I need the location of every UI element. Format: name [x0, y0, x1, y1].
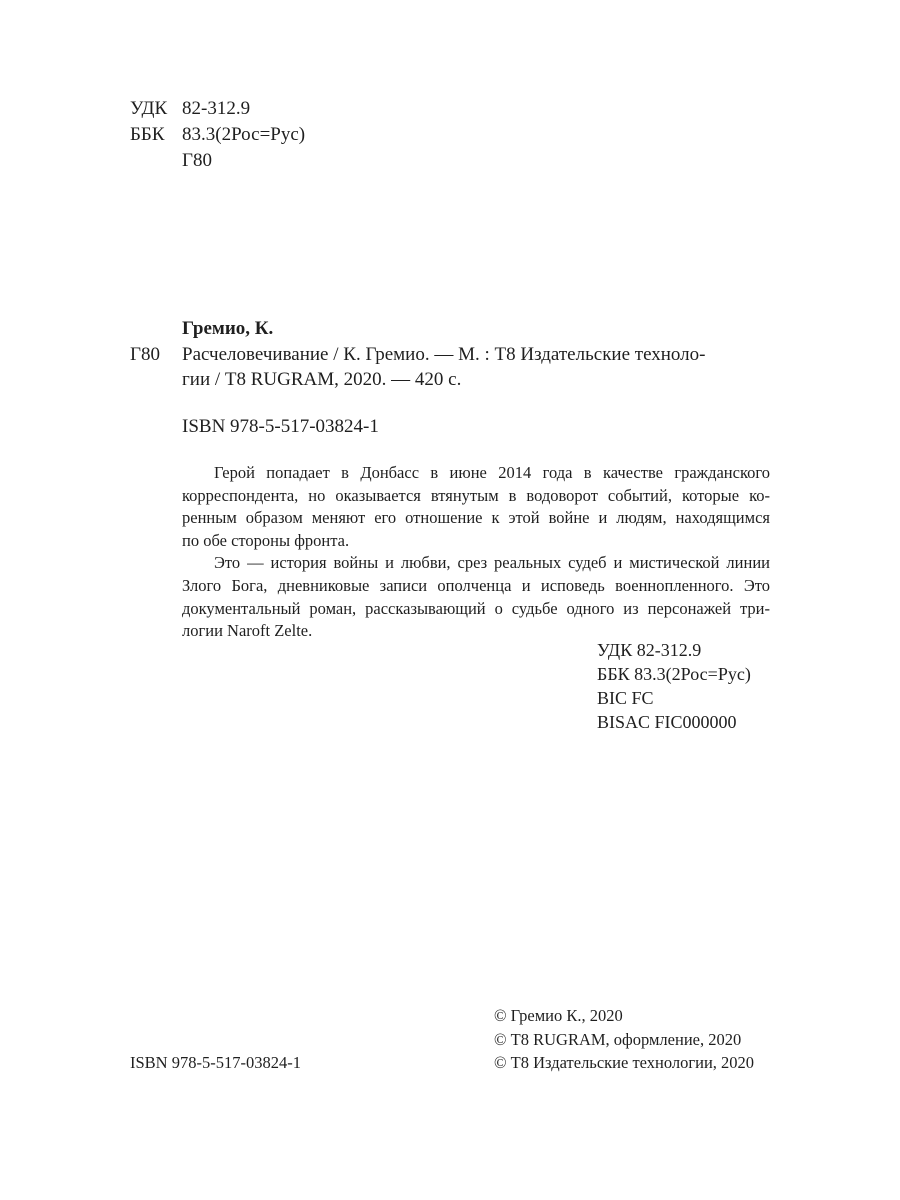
title-line-1: Расчеловечивание / К. Гремио. — М. : Т8 Издательские техноло-	[182, 344, 706, 365]
bbk-value: 83.3(2Рос=Рус)	[182, 124, 306, 145]
annotation-line: ренным образом меняют его отношение к этой войне и людям, находящимся	[182, 508, 770, 528]
author-mark-top: Г80	[182, 150, 212, 171]
udk-label: УДК	[130, 98, 168, 119]
copyright-line: © Т8 Издательские технологии, 2020	[494, 1053, 755, 1072]
annotation-line: логии Naroft Zelte.	[182, 621, 313, 641]
footer-isbn: ISBN 978-5-517-03824-1	[130, 1053, 301, 1072]
annotation-paragraph-1	[182, 462, 770, 552]
classification-udk: УДК 82-312.9	[597, 640, 702, 660]
annotation-line: Злого Бога, дневниковые записи ополченца и исповедь военнопленного. Это	[182, 575, 770, 595]
annotation-paragraph-2	[182, 552, 770, 642]
bbk-label: ББК	[130, 124, 165, 145]
copyright-line: © Т8 RUGRAM, оформление, 2020	[494, 1030, 742, 1049]
annotation-line: корреспондента, но оказывается втянутым в водоворот событий, которые ко-	[182, 485, 770, 505]
udk-value: 82-312.9	[182, 98, 251, 119]
copyright-line: © Гремио К., 2020	[494, 1006, 623, 1025]
annotation-line: документальный роман, рассказывающий о судьбе одного из персонажей три-	[182, 598, 770, 618]
classification-bbk: ББК 83.3(2Рос=Рус)	[597, 664, 751, 684]
classification-bic: BIC FC	[597, 688, 654, 708]
title-line-2: гии / Т8 RUGRAM, 2020. — 420 с.	[182, 369, 462, 390]
classification-bisac: BISAC FIC000000	[597, 712, 737, 732]
isbn-record: ISBN 978-5-517-03824-1	[182, 416, 379, 437]
annotation	[182, 462, 770, 643]
annotation-line: Это — история войны и любви, срез реальных судеб и мистической линии	[214, 553, 770, 573]
author-heading: Гремио, К.	[182, 318, 274, 339]
author-mark: Г80	[130, 344, 160, 365]
annotation-line: по обе стороны фронта.	[182, 530, 350, 550]
annotation-line: Герой попадает в Донбасс в июне 2014 года в качестве гражданского	[214, 463, 770, 482]
